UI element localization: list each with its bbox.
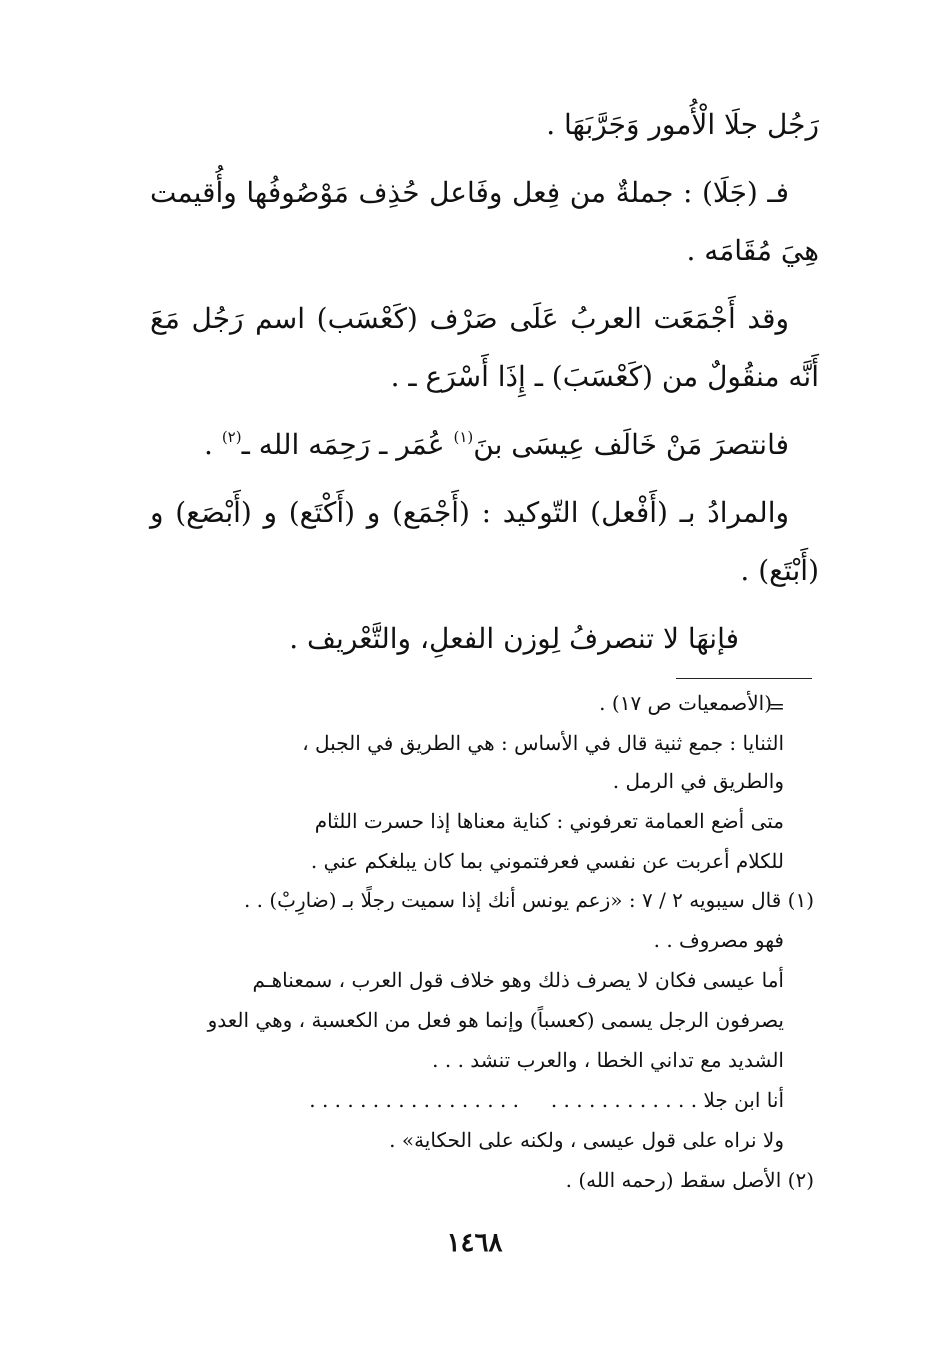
paragraph-4-text-c: . xyxy=(204,428,222,461)
footnote-ref-2: (٢) xyxy=(221,428,242,446)
main-text xyxy=(150,96,819,668)
footnote-1: (١) قال سيبويه ٢ / ٧ : «زعم يونس أنك إذا سميت رجلًا بـ (ضارِبْ) . . xyxy=(243,888,814,912)
paragraph-4 xyxy=(150,416,819,474)
paragraph-2: فـ (جَلَا) : جملةٌ من فِعل وفَاعل حُذِف مَوْصُوفُها وأُقيمت هِيَ مُقَامَه . xyxy=(150,176,819,267)
verse-ellipsis-1: . . . . . . . . . . . . xyxy=(550,1088,698,1112)
verse-ellipsis-2: . . . . . . . . . . . . . . . . . xyxy=(309,1088,520,1112)
footnote-line-4: للكلام أعربت عن نفسي فعرفتموني بما كان يبلغكم عني . xyxy=(310,849,784,873)
footnotes xyxy=(150,688,814,1200)
paragraph-5: والمرادُ بـ (أَفْعل) التّوكيد : (أَجْمَع) و (أَكْتَع) و (أَبْصَع) و (أَبْتَع) . xyxy=(150,496,819,587)
paragraph-4-text-a: فانتصرَ مَنْ خَالَف عِيسَى بنَ xyxy=(473,428,789,461)
page-number: ١٤٦٨ xyxy=(446,1228,503,1258)
paragraph-3: وقد أَجْمَعَت العربُ عَلَى صَرْف (كَعْسَب) اسم رَجُل مَعَ أَنَّه منقُولٌ من (كَعْسَبَ) ـ إِذَا أَسْرَع ـ . xyxy=(150,302,819,393)
verse-opening: أنا ابن جلا xyxy=(703,1088,784,1112)
footnote-line-3: متى أضع العمامة تعرفوني : كناية معناها إذا حسرت اللثام xyxy=(314,809,784,833)
footnote-1-line-4: يصرفون الرجل يسمى (كعسباً) وإنما هو فعل من الكعسبة ، وهي العدو xyxy=(207,1008,784,1032)
footnote-1-line-2: فهو مصروف . . xyxy=(653,928,784,952)
footnote-line-0: (الأصمعيات ص ١٧) . xyxy=(599,691,772,715)
footnote-line-1: الثنايا : جمع ثنية قال في الأساس : هي الطريق في الجبل ، xyxy=(302,731,784,755)
footnote-separator xyxy=(676,678,812,679)
footnote-1-line-3: أما عيسى فكان لا يصرف ذلك وهو خلاف قول العرب ، سمعناهـم xyxy=(252,968,784,992)
paragraph-4-text-b: عُمَر ـ رَحِمَه الله ـ xyxy=(241,428,454,461)
paragraph-6: فإنهَا لا تنصرفُ لِوزن الفعلِ، والتَّعْريف . xyxy=(289,622,739,655)
paragraph-1: رَجُل جلَا الْأُمور وَجَرَّبَهَا . xyxy=(546,108,819,141)
footnote-1-line-5: الشديد مع تداني الخطا ، والعرب تنشد . . . xyxy=(432,1048,784,1072)
footnote-1-verse xyxy=(150,1080,814,1120)
footnote-1-line-7: ولا نراه على قول عيسى ، ولكنه على الحكاية» . xyxy=(389,1128,784,1152)
footnote-2: (٢) الأصل سقط (رحمه الله) . xyxy=(565,1168,814,1192)
footnote-line-2: والطريق في الرمل . xyxy=(612,769,784,793)
continuation-mark: = xyxy=(768,694,785,718)
footnote-ref-1: (١) xyxy=(453,428,474,446)
